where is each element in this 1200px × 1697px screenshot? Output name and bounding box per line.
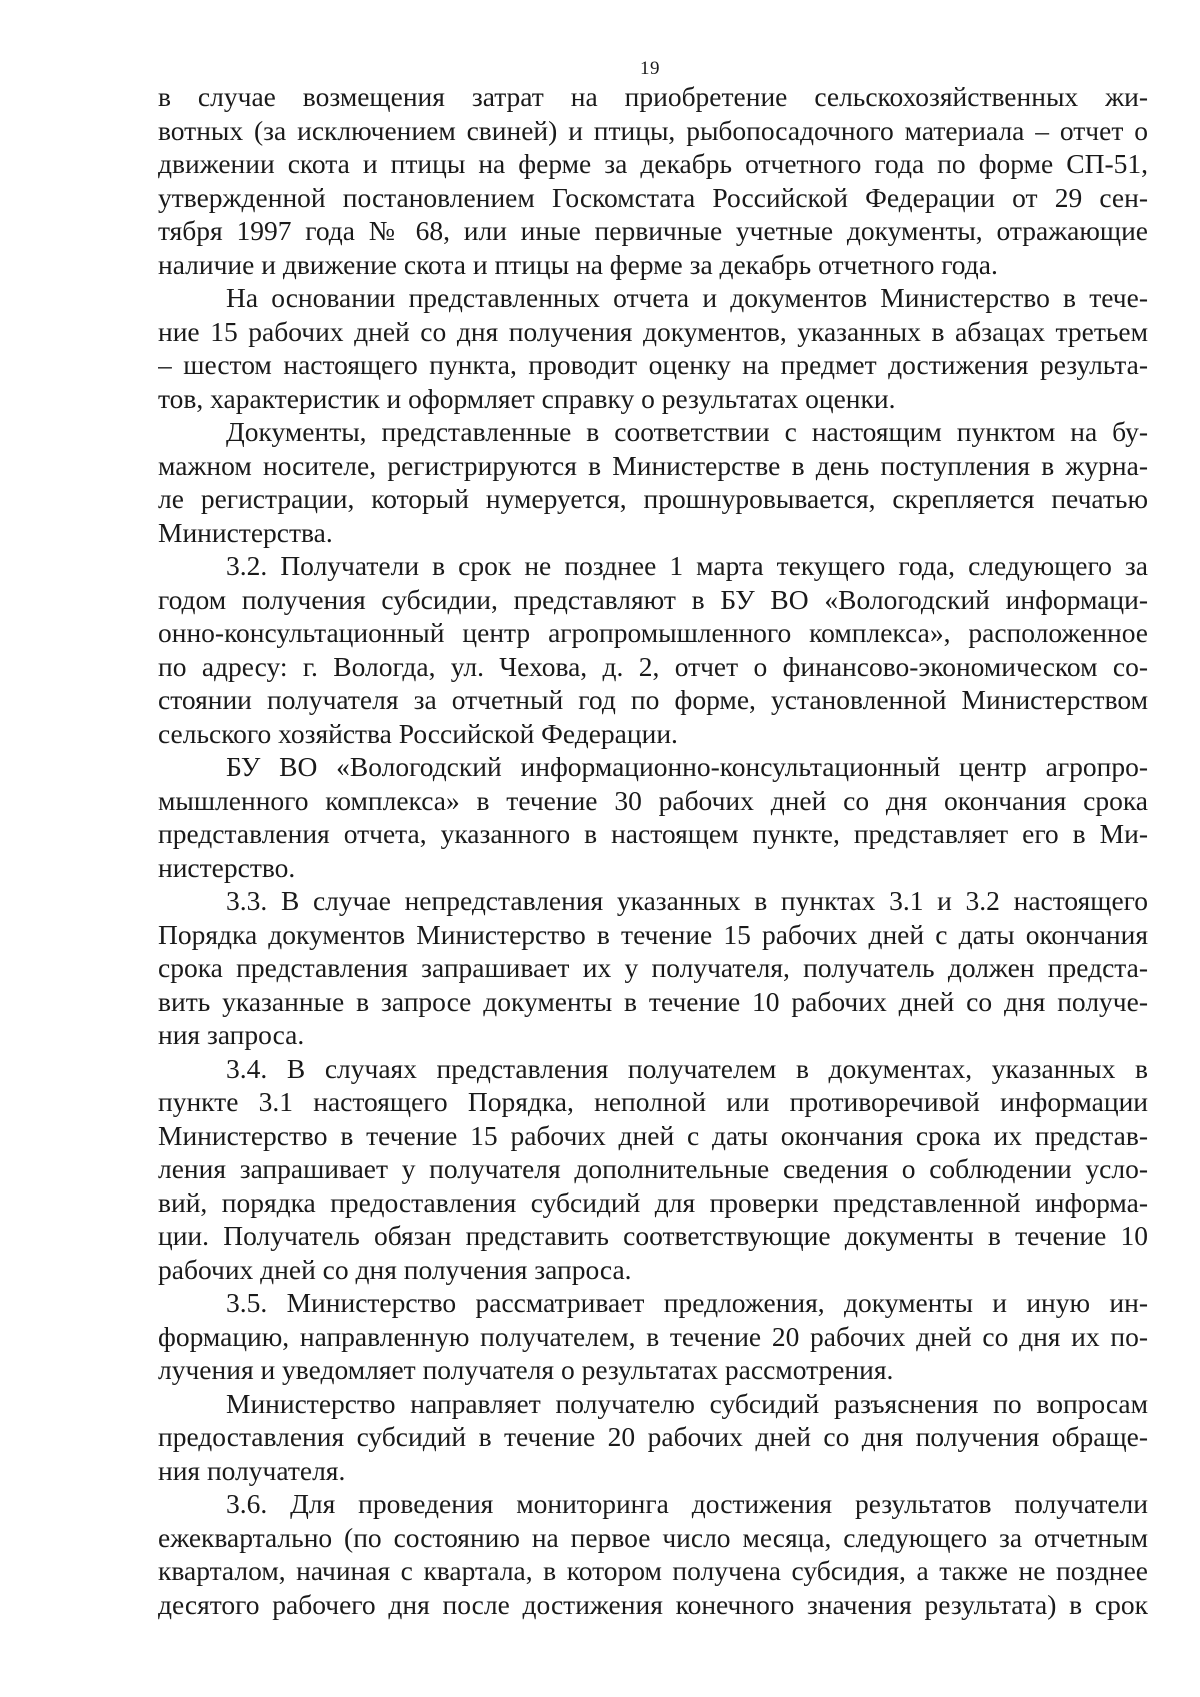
text-line: мышленного комплекса» в течение 30 рабочих дней со дня окончания срока (158, 784, 1148, 816)
paragraph (158, 884, 1148, 1052)
text-line: 3.2. Получатели в срок не позднее 1 марта текущего года, следующего за (226, 550, 1148, 581)
text-line: ления запрашивает у получателя дополнительные сведения о соблюдении усло- (158, 1153, 1148, 1184)
text-line: предоставления субсидий в течение 20 рабочих дней со дня получения обраще- (158, 1421, 1148, 1452)
paragraph (158, 1387, 1148, 1488)
text-line: пункте 3.1 настоящего Порядка, неполной или противоречивой информации (158, 1086, 1148, 1117)
text-line: тября 1997 года № 68, или иные первичные учетные документы, отражающие (158, 215, 1148, 246)
paragraph (158, 1487, 1148, 1621)
text-line: движении скота и птицы на ферме за декабрь отчетного года по форме СП-51, (158, 148, 1148, 179)
text-line: наличие и движение скота и птицы на ферме за декабрь отчетного года. (158, 248, 998, 280)
text-line: вий, порядка предоставления субсидий для проверки представленной информа- (158, 1186, 1148, 1218)
text-line: в случае возмещения затрат на приобретение сельскохозяйственных жи- (158, 81, 1148, 112)
paragraph (158, 281, 1148, 415)
text-line: На основании представленных отчета и документов Министерство в тече- (226, 282, 1148, 313)
text-line: срока представления запрашивает их у получателя, получатель должен предста- (158, 952, 1148, 983)
text-line: Документы, представленные в соответствии с настоящим пунктом на бу- (226, 416, 1148, 447)
text-line: нистерство. (158, 851, 296, 883)
text-line: Министерство в течение 15 рабочих дней с даты окончания срока их представ- (158, 1119, 1148, 1151)
text-line: представления отчета, указанного в настоящем пункте, представляет его в Ми- (158, 818, 1148, 849)
text-line: 3.4. В случаях представления получателем в документах, указанных в (226, 1052, 1148, 1084)
text-line: вить указанные в запросе документы в течение 10 рабочих дней со дня получе- (158, 985, 1148, 1017)
document-body (158, 80, 1148, 1621)
paragraph (158, 1052, 1148, 1287)
text-line: тов, характеристик и оформляет справку о результатах оценки. (158, 382, 896, 414)
text-line: формацию, направленную получателем, в течение 20 рабочих дней со дня их по- (158, 1320, 1148, 1352)
text-line: Министерства. (158, 516, 333, 548)
text-line: мажном носителе, регистрируются в Министерстве в день поступления в журна- (158, 449, 1148, 481)
text-line: онно-консультационный центр агропромышленного комплекса», расположенное (158, 617, 1148, 648)
text-line: 3.5. Министерство рассматривает предложения, документы и иную ин- (226, 1287, 1148, 1318)
text-line: стоянии получателя за отчетный год по форме, установленной Министерством (158, 684, 1148, 715)
text-line: ния запроса. (158, 1019, 305, 1050)
text-line: рабочих дней со дня получения запроса. (158, 1253, 632, 1285)
text-line: сельского хозяйства Российской Федерации. (158, 717, 678, 749)
paragraph (158, 750, 1148, 884)
text-line: ние 15 рабочих дней со дня получения документов, указанных в абзацах третьем (158, 315, 1148, 347)
text-line: ции. Получатель обязан представить соответствующие документы в течение 10 (158, 1220, 1148, 1251)
text-line: по адресу: г. Вологда, ул. Чехова, д. 2, отчет о финансово-экономическом со- (158, 650, 1148, 682)
paragraph (158, 1286, 1148, 1387)
paragraph (158, 80, 1148, 281)
text-line: годом получения субсидии, представляют в БУ ВО «Вологодский информаци- (158, 583, 1148, 615)
text-line: утвержденной постановлением Госкомстата Российской Федерации от 29 сен- (158, 181, 1148, 213)
page-number: 19 (640, 58, 660, 79)
text-line: Министерство направляет получателю субсидий разъяснения по вопросам (226, 1387, 1148, 1419)
text-line: БУ ВО «Вологодский информационно-консультационный центр агропро- (226, 751, 1148, 782)
text-line: лучения и уведомляет получателя о результатах рассмотрения. (158, 1354, 894, 1385)
text-line: кварталом, начиная с квартала, в котором получена субсидия, а также не позднее (158, 1555, 1148, 1586)
text-line: 3.3. В случае непредставления указанных в пунктах 3.1 и 3.2 настоящего (226, 885, 1148, 916)
text-line: – шестом настоящего пункта, проводит оценку на предмет достижения результа- (158, 349, 1148, 380)
text-line: Порядка документов Министерство в течение 15 рабочих дней с даты окончания (158, 918, 1148, 950)
text-line: ния получателя. (158, 1454, 346, 1486)
text-line: 3.6. Для проведения мониторинга достижения результатов получатели (226, 1488, 1148, 1519)
text-line: десятого рабочего дня после достижения конечного значения результата) в срок (158, 1588, 1148, 1620)
paragraph (158, 549, 1148, 750)
text-line: ежеквартально (по состоянию на первое число месяца, следующего за отчетным (158, 1521, 1148, 1553)
paragraph (158, 415, 1148, 549)
text-line: вотных (за исключением свиней) и птицы, рыбопосадочного материала – отчет о (158, 114, 1148, 146)
text-line: ле регистрации, который нумеруется, прошнуровывается, скрепляется печатью (158, 483, 1148, 514)
